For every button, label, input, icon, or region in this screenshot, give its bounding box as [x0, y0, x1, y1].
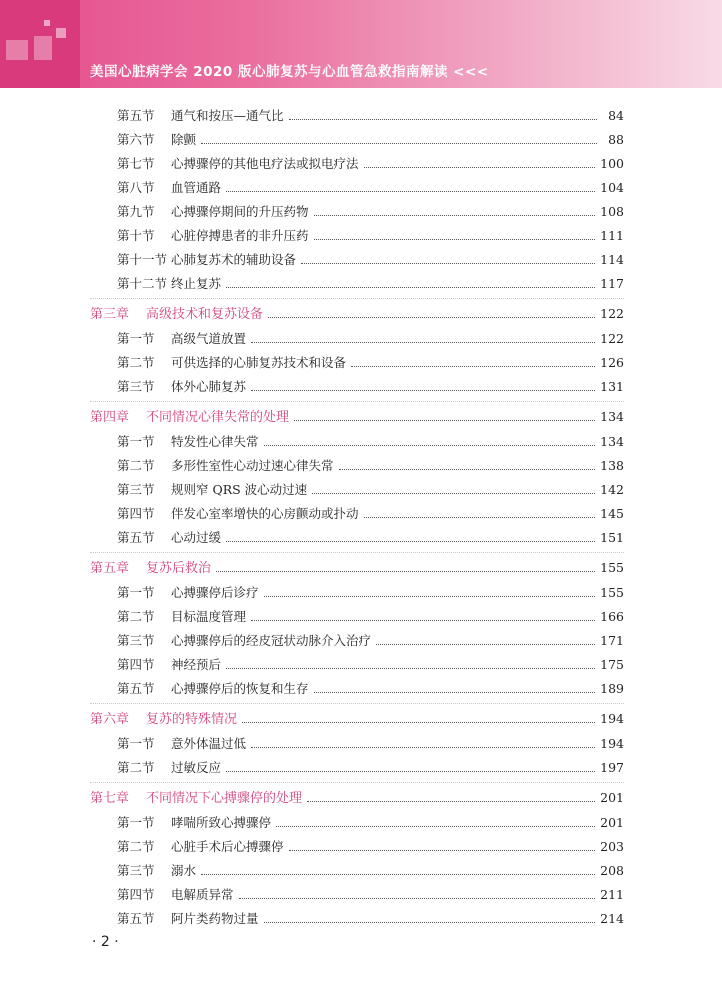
toc-section-entry[interactable] — [117, 609, 624, 625]
toc-section-entry[interactable] — [117, 839, 624, 855]
section-number: 第七节 — [117, 156, 155, 171]
leader-dots — [268, 307, 595, 318]
leader-dots — [226, 531, 595, 542]
section-title: 心搏骤停期间的升压药物 — [171, 204, 309, 219]
section-number: 第一节 — [117, 736, 155, 751]
toc-section-entry[interactable] — [117, 276, 624, 292]
section-number: 第五节 — [117, 108, 155, 123]
section-number: 第二节 — [117, 458, 155, 473]
page-ref: 88 — [608, 132, 624, 147]
chapter-number: 第五章 — [90, 561, 130, 576]
toc-section-entry[interactable] — [117, 355, 624, 371]
toc-section-entry[interactable] — [117, 681, 624, 697]
section-number: 第一节 — [117, 585, 155, 600]
toc-section-entry[interactable] — [117, 132, 624, 148]
leader-dots — [364, 157, 596, 168]
toc-chapter-entry[interactable] — [90, 711, 624, 728]
section-title: 目标温度管理 — [171, 609, 247, 624]
page-ref: 189 — [600, 681, 624, 696]
page-ref: 138 — [600, 458, 624, 473]
section-number: 第三节 — [117, 482, 155, 497]
toc-chapter-entry[interactable] — [90, 790, 624, 807]
leader-dots — [294, 410, 595, 421]
leader-dots — [301, 253, 595, 264]
page-ref: 126 — [600, 355, 624, 370]
toc-section-entry[interactable] — [117, 331, 624, 347]
leader-dots — [251, 332, 595, 343]
section-number: 第六节 — [117, 132, 155, 147]
toc-section-entry[interactable] — [117, 760, 624, 776]
section-title: 过敏反应 — [171, 760, 222, 775]
page-ref: 166 — [600, 609, 624, 624]
page-ref: 131 — [600, 379, 624, 394]
toc-section-entry[interactable] — [117, 108, 624, 124]
section-title: 心搏骤停后诊疗 — [171, 585, 259, 600]
toc-section-entry[interactable] — [117, 506, 624, 522]
page-ref: 134 — [600, 409, 624, 424]
leader-dots — [264, 912, 596, 923]
toc-section-entry[interactable] — [117, 863, 624, 879]
leader-dots — [226, 277, 595, 288]
section-title: 电解质异常 — [171, 887, 234, 902]
section-number: 第四节 — [117, 657, 155, 672]
leader-dots — [226, 761, 595, 772]
leader-dots — [226, 181, 595, 192]
section-title: 哮喘所致心搏骤停 — [171, 815, 272, 830]
toc-section-entry[interactable] — [117, 530, 624, 546]
page-ref: 194 — [600, 711, 624, 726]
leader-dots — [201, 133, 597, 144]
header-decor-square — [44, 20, 50, 26]
page-ref: 111 — [600, 228, 624, 243]
leader-dots — [239, 888, 596, 899]
section-number: 第四节 — [117, 506, 155, 521]
page-ref: 84 — [608, 108, 624, 123]
toc-chapter-entry[interactable] — [90, 409, 624, 426]
toc-chapter-entry[interactable] — [90, 560, 624, 577]
page-ref: 104 — [600, 180, 624, 195]
page-ref: 100 — [600, 156, 624, 171]
page-ref: 108 — [600, 204, 624, 219]
section-number: 第五节 — [117, 681, 155, 696]
leader-dots — [251, 610, 595, 621]
section-title: 体外心肺复苏 — [171, 379, 247, 394]
section-title: 溺水 — [171, 863, 197, 878]
page-ref: 208 — [600, 863, 624, 878]
leader-dots — [314, 205, 596, 216]
page-ref: 122 — [600, 306, 624, 321]
section-title: 多形性室性心动过速心律失常 — [171, 458, 334, 473]
toc-section-entry[interactable] — [117, 585, 624, 601]
section-number: 第五节 — [117, 911, 155, 926]
section-number: 第一节 — [117, 815, 155, 830]
section-title: 血管通路 — [171, 180, 222, 195]
section-number: 第十二节 — [117, 276, 168, 291]
page-header-band — [0, 0, 722, 88]
section-title: 终止复苏 — [171, 276, 222, 291]
toc-section-entry[interactable] — [117, 657, 624, 673]
toc-section-entry[interactable] — [117, 482, 624, 498]
leader-dots — [289, 840, 596, 851]
page-ref: 203 — [600, 839, 624, 854]
section-title: 心动过缓 — [171, 530, 222, 545]
section-number: 第二节 — [117, 609, 155, 624]
leader-dots — [314, 229, 596, 240]
header-decor-square — [34, 36, 52, 60]
page-number: · 2 · — [92, 934, 119, 950]
toc-section-entry[interactable] — [117, 887, 624, 903]
page-ref: 142 — [600, 482, 624, 497]
toc-chapter-entry[interactable] — [90, 306, 624, 323]
page-ref: 145 — [600, 506, 624, 521]
leader-dots — [264, 435, 596, 446]
section-title: 意外体温过低 — [171, 736, 247, 751]
toc-section-entry[interactable] — [117, 815, 624, 831]
section-number: 第三节 — [117, 379, 155, 394]
section-number: 第十一节 — [117, 252, 168, 267]
section-title: 规则窄 QRS 波心动过速 — [171, 482, 308, 497]
header-decor-square — [56, 28, 66, 38]
toc-section-entry[interactable] — [117, 633, 624, 649]
chapter-title: 不同情况心律失常的处理 — [146, 410, 290, 425]
chapter-number: 第四章 — [90, 410, 130, 425]
section-number: 第三节 — [117, 863, 155, 878]
section-number: 第八节 — [117, 180, 155, 195]
section-title: 心搏骤停后的经皮冠状动脉介入治疗 — [171, 633, 372, 648]
running-header-title: 美国心脏病学会 2020 版心肺复苏与心血管急救指南解读 <<< — [90, 64, 489, 80]
toc-section-entry[interactable] — [117, 228, 624, 244]
section-title: 心脏停搏患者的非升压药 — [171, 228, 309, 243]
leader-dots — [307, 791, 595, 802]
header-decor-square — [6, 40, 28, 60]
leader-dots — [312, 483, 595, 494]
leader-dots — [364, 507, 596, 518]
chapter-number: 第三章 — [90, 307, 130, 322]
section-number: 第五节 — [117, 530, 155, 545]
toc-section-entry[interactable] — [117, 434, 624, 450]
chapter-title: 复苏的特殊情况 — [146, 712, 238, 727]
leader-dots — [314, 682, 596, 693]
leader-dots — [339, 459, 596, 470]
section-title: 心脏手术后心搏骤停 — [171, 839, 284, 854]
leader-dots — [276, 816, 595, 827]
section-number: 第四节 — [117, 887, 155, 902]
section-number: 第二节 — [117, 839, 155, 854]
page-ref: 114 — [600, 252, 624, 267]
leader-dots — [216, 561, 595, 572]
section-number: 第十节 — [117, 228, 155, 243]
chapter-title: 不同情况下心搏骤停的处理 — [146, 791, 303, 806]
leader-dots — [242, 712, 595, 723]
section-title: 心搏骤停后的恢复和生存 — [171, 681, 309, 696]
page-ref: 201 — [600, 790, 624, 805]
chapter-divider — [90, 298, 624, 299]
section-title: 可供选择的心肺复苏技术和设备 — [171, 355, 347, 370]
chapter-title: 复苏后救治 — [146, 561, 212, 576]
page-ref: 117 — [600, 276, 624, 291]
section-title: 特发性心律失常 — [171, 434, 259, 449]
leader-dots — [226, 658, 595, 669]
toc-section-entry[interactable] — [117, 180, 624, 196]
page-ref: 155 — [600, 585, 624, 600]
toc-section-entry[interactable] — [117, 156, 624, 172]
section-title: 心肺复苏术的辅助设备 — [171, 252, 297, 267]
page-ref: 211 — [600, 887, 624, 902]
chapter-divider — [90, 401, 624, 402]
page-ref: 175 — [600, 657, 624, 672]
page-ref: 134 — [600, 434, 624, 449]
page-ref: 122 — [600, 331, 624, 346]
leader-dots — [351, 356, 595, 367]
section-title: 通气和按压—通气比 — [171, 108, 284, 123]
chapter-divider — [90, 703, 624, 704]
section-title: 伴发心室率增快的心房颤动或扑动 — [171, 506, 359, 521]
chapter-divider — [90, 782, 624, 783]
section-title: 阿片类药物过量 — [171, 911, 259, 926]
leader-dots — [376, 634, 595, 645]
section-number: 第一节 — [117, 434, 155, 449]
chapter-number: 第六章 — [90, 712, 130, 727]
leader-dots — [201, 864, 595, 875]
toc-section-entry[interactable] — [117, 379, 624, 395]
section-title: 神经预后 — [171, 657, 222, 672]
page-ref: 194 — [600, 736, 624, 751]
section-number: 第九节 — [117, 204, 155, 219]
leader-dots — [289, 109, 597, 120]
leader-dots — [251, 380, 595, 391]
chapter-number: 第七章 — [90, 791, 130, 806]
page-ref: 197 — [600, 760, 624, 775]
page-ref: 155 — [600, 560, 624, 575]
chapter-divider — [90, 552, 624, 553]
leader-dots — [251, 737, 595, 748]
chapter-title: 高级技术和复苏设备 — [146, 307, 264, 322]
section-number: 第二节 — [117, 760, 155, 775]
section-title: 高级气道放置 — [171, 331, 247, 346]
page-ref: 214 — [600, 911, 624, 926]
section-title: 除颤 — [171, 132, 197, 147]
toc-section-entry[interactable] — [117, 204, 624, 220]
page-ref: 201 — [600, 815, 624, 830]
toc-section-entry[interactable] — [117, 736, 624, 752]
leader-dots — [264, 586, 596, 597]
section-number: 第一节 — [117, 331, 155, 346]
page-ref: 151 — [600, 530, 624, 545]
section-number: 第二节 — [117, 355, 155, 370]
toc-section-entry[interactable] — [117, 911, 624, 927]
toc-section-entry[interactable] — [117, 458, 624, 474]
section-title: 心搏骤停的其他电疗法或拟电疗法 — [171, 156, 359, 171]
page-ref: 171 — [600, 633, 624, 648]
section-number: 第三节 — [117, 633, 155, 648]
toc-section-entry[interactable] — [117, 252, 624, 268]
